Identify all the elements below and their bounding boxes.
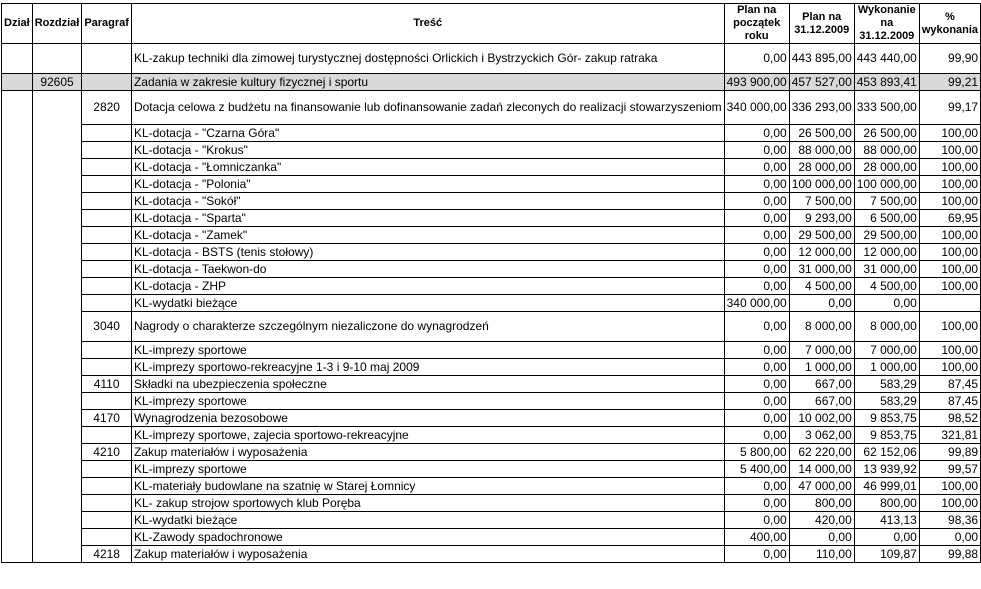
plan-start-cell: 0,00 [724,359,789,376]
wykonanie-cell: 62 152,06 [854,444,919,461]
procent-cell: 100,00 [919,342,980,359]
plan-end-cell: 420,00 [789,512,854,529]
tresc-cell: Zakup materiałów i wyposażenia [131,444,724,461]
tresc-cell: Dotacja celowa z budżetu na finansowanie lub dofinansowanie zadań zleconych do realizacji stowarzyszeniom [131,91,724,125]
table-row [2,227,981,244]
plan-end-cell: 26 500,00 [789,125,854,142]
paragraf-cell [82,176,132,193]
tresc-cell: KL-wydatki bieżące [131,512,724,529]
procent-cell: 87,45 [919,393,980,410]
procent-cell: 100,00 [919,125,980,142]
table-body [2,44,981,563]
plan-start-cell: 0,00 [724,159,789,176]
table-row [2,393,981,410]
paragraf-cell [82,125,132,142]
tresc-cell: KL-dotacja - "Czarna Góra" [131,125,724,142]
plan-start-cell: 0,00 [724,176,789,193]
wykonanie-cell: 29 500,00 [854,227,919,244]
paragraf-cell [82,359,132,376]
paragraf-cell: 3040 [82,312,132,342]
tresc-cell: KL-dotacja - "Polonia" [131,176,724,193]
table-row [2,210,981,227]
header-wykonanie: Wykonanie na 31.12.2009 [854,4,919,44]
table-row [2,91,981,125]
paragraf-cell [82,478,132,495]
header-tresc: Treść [131,4,724,44]
procent-cell: 0,00 [919,529,980,546]
plan-end-cell: 31 000,00 [789,261,854,278]
procent-cell: 100,00 [919,312,980,342]
tresc-cell: KL-zakup techniki dla zimowej turystycznej dostępności Orlickich i Bystrzyckich Gór- zakup ratraka [131,44,724,74]
wykonanie-cell: 46 999,01 [854,478,919,495]
dzial-cell [2,74,33,91]
plan-end-cell: 110,00 [789,546,854,563]
wykonanie-cell: 28 000,00 [854,159,919,176]
plan-end-cell: 800,00 [789,495,854,512]
plan-start-cell: 340 000,00 [724,295,789,312]
table-row [2,529,981,546]
procent-cell: 99,90 [919,44,980,74]
procent-cell: 100,00 [919,359,980,376]
procent-cell: 100,00 [919,261,980,278]
wykonanie-cell: 9 853,75 [854,410,919,427]
table-row [2,159,981,176]
paragraf-cell [82,342,132,359]
wykonanie-cell: 6 500,00 [854,210,919,227]
plan-end-cell: 7 000,00 [789,342,854,359]
plan-end-cell: 443 895,00 [789,44,854,74]
tresc-cell: Wynagrodzenia bezosobowe [131,410,724,427]
paragraf-cell: 2820 [82,91,132,125]
wykonanie-cell: 413,13 [854,512,919,529]
plan-end-cell: 28 000,00 [789,159,854,176]
tresc-cell: KL-Zawody spadochronowe [131,529,724,546]
table-row [2,312,981,342]
tresc-cell: KL-imprezy sportowe [131,461,724,478]
tresc-cell: KL-imprezy sportowo-rekreacyjne 1-3 i 9-10 maj 2009 [131,359,724,376]
plan-end-cell: 7 500,00 [789,193,854,210]
procent-cell: 99,21 [919,74,980,91]
header-plan-end: Plan na 31.12.2009 [789,4,854,44]
plan-start-cell: 0,00 [724,227,789,244]
plan-end-cell: 12 000,00 [789,244,854,261]
paragraf-cell [82,261,132,278]
procent-cell: 100,00 [919,159,980,176]
procent-cell: 100,00 [919,478,980,495]
wykonanie-cell: 1 000,00 [854,359,919,376]
plan-start-cell: 0,00 [724,125,789,142]
plan-start-cell: 0,00 [724,512,789,529]
tresc-cell: KL-imprezy sportowe, zajecia sportowo-rekreacyjne [131,427,724,444]
plan-start-cell: 0,00 [724,193,789,210]
procent-cell: 100,00 [919,176,980,193]
table-row [2,44,981,74]
wykonanie-cell: 31 000,00 [854,261,919,278]
procent-cell: 99,57 [919,461,980,478]
table-row [2,427,981,444]
header-plan-start: Plan na początek roku [724,4,789,44]
header-procent: % wykonania [919,4,980,44]
wykonanie-cell: 443 440,00 [854,44,919,74]
wykonanie-cell: 109,87 [854,546,919,563]
procent-cell: 100,00 [919,193,980,210]
table-row [2,546,981,563]
dzial-cell [2,91,33,563]
rozdzial-cell [32,91,82,563]
dzial-cell [2,44,33,74]
paragraf-cell [82,393,132,410]
paragraf-cell [82,461,132,478]
tresc-cell: KL-wydatki bieżące [131,295,724,312]
paragraf-cell [82,427,132,444]
table-row [2,444,981,461]
procent-cell: 98,36 [919,512,980,529]
paragraf-cell [82,44,132,74]
plan-end-cell: 62 220,00 [789,444,854,461]
wykonanie-cell: 9 853,75 [854,427,919,444]
table-row [2,410,981,427]
table-row [2,244,981,261]
plan-start-cell: 0,00 [724,427,789,444]
plan-start-cell: 0,00 [724,376,789,393]
tresc-cell: KL-dotacja - "Krokus" [131,142,724,159]
header-rozdzial: Rozdział [32,4,82,44]
tresc-cell: KL-imprezy sportowe [131,393,724,410]
paragraf-cell [82,142,132,159]
procent-cell: 100,00 [919,495,980,512]
procent-cell: 99,89 [919,444,980,461]
procent-cell: 100,00 [919,227,980,244]
tresc-cell: KL-dotacja - BSTS (tenis stołowy) [131,244,724,261]
table-row [2,295,981,312]
plan-end-cell: 0,00 [789,295,854,312]
paragraf-cell [82,278,132,295]
procent-cell: 87,45 [919,376,980,393]
paragraf-cell [82,495,132,512]
paragraf-cell [82,193,132,210]
wykonanie-cell: 453 893,41 [854,74,919,91]
table-row [2,193,981,210]
procent-cell: 100,00 [919,142,980,159]
plan-start-cell: 0,00 [724,278,789,295]
tresc-cell: KL-dotacja - "Sparta" [131,210,724,227]
paragraf-cell: 4170 [82,410,132,427]
procent-cell: 100,00 [919,278,980,295]
tresc-cell: Składki na ubezpieczenia społeczne [131,376,724,393]
wykonanie-cell: 0,00 [854,529,919,546]
procent-cell: 100,00 [919,244,980,261]
wykonanie-cell: 13 939,92 [854,461,919,478]
paragraf-cell [82,159,132,176]
plan-start-cell: 0,00 [724,261,789,278]
wykonanie-cell: 100 000,00 [854,176,919,193]
plan-end-cell: 88 000,00 [789,142,854,159]
table-row [2,461,981,478]
wykonanie-cell: 333 500,00 [854,91,919,125]
plan-end-cell: 4 500,00 [789,278,854,295]
paragraf-cell [82,74,132,91]
table-row [2,342,981,359]
plan-start-cell: 0,00 [724,244,789,261]
plan-start-cell: 0,00 [724,342,789,359]
procent-cell: 321,81 [919,427,980,444]
wykonanie-cell: 7 500,00 [854,193,919,210]
table-row [2,512,981,529]
paragraf-cell [82,295,132,312]
plan-end-cell: 10 002,00 [789,410,854,427]
table-row [2,125,981,142]
wykonanie-cell: 26 500,00 [854,125,919,142]
table-row [2,495,981,512]
paragraf-cell [82,244,132,261]
tresc-cell: KL- zakup strojow sportowych klub Poręba [131,495,724,512]
plan-start-cell: 400,00 [724,529,789,546]
table-row [2,74,981,91]
table-row [2,261,981,278]
table-row [2,376,981,393]
procent-cell: 99,17 [919,91,980,125]
wykonanie-cell: 583,29 [854,393,919,410]
plan-start-cell: 493 900,00 [724,74,789,91]
plan-start-cell: 0,00 [724,44,789,74]
tresc-cell: KL-imprezy sportowe [131,342,724,359]
paragraf-cell [82,227,132,244]
plan-end-cell: 3 062,00 [789,427,854,444]
table-row [2,142,981,159]
tresc-cell: KL-materiały budowlane na szatnię w Starej Łomnicy [131,478,724,495]
rozdzial-cell [32,44,82,74]
procent-cell: 98,52 [919,410,980,427]
rozdzial-cell: 92605 [32,74,82,91]
plan-start-cell: 5 400,00 [724,461,789,478]
procent-cell [919,295,980,312]
wykonanie-cell: 800,00 [854,495,919,512]
table-row [2,176,981,193]
plan-start-cell: 340 000,00 [724,91,789,125]
plan-end-cell: 47 000,00 [789,478,854,495]
tresc-cell: KL-dotacja - "Łomniczanka" [131,159,724,176]
plan-end-cell: 667,00 [789,393,854,410]
plan-end-cell: 0,00 [789,529,854,546]
plan-end-cell: 29 500,00 [789,227,854,244]
tresc-cell: KL-dotacja - "Zamek" [131,227,724,244]
procent-cell: 99,88 [919,546,980,563]
wykonanie-cell: 88 000,00 [854,142,919,159]
wykonanie-cell: 4 500,00 [854,278,919,295]
paragraf-cell [82,529,132,546]
tresc-cell: KL-dotacja - ZHP [131,278,724,295]
tresc-cell: KL-dotacja - "Sokół" [131,193,724,210]
plan-start-cell: 0,00 [724,410,789,427]
paragraf-cell: 4218 [82,546,132,563]
paragraf-cell: 4110 [82,376,132,393]
plan-start-cell: 0,00 [724,210,789,227]
plan-end-cell: 336 293,00 [789,91,854,125]
tresc-cell: KL-dotacja - Taekwon-do [131,261,724,278]
header-row [2,4,981,44]
table-row [2,478,981,495]
wykonanie-cell: 7 000,00 [854,342,919,359]
wykonanie-cell: 0,00 [854,295,919,312]
plan-end-cell: 14 000,00 [789,461,854,478]
plan-end-cell: 457 527,00 [789,74,854,91]
table-row [2,359,981,376]
plan-end-cell: 1 000,00 [789,359,854,376]
plan-start-cell: 0,00 [724,312,789,342]
table-row [2,278,981,295]
plan-start-cell: 0,00 [724,142,789,159]
budget-table [1,3,981,563]
tresc-cell: Nagrody o charakterze szczególnym niezaliczone do wynagrodzeń [131,312,724,342]
header-paragraf: Paragraf [82,4,132,44]
wykonanie-cell: 12 000,00 [854,244,919,261]
paragraf-cell: 4210 [82,444,132,461]
header-dzial: Dział [2,4,33,44]
paragraf-cell [82,210,132,227]
plan-start-cell: 0,00 [724,495,789,512]
wykonanie-cell: 8 000,00 [854,312,919,342]
plan-start-cell: 0,00 [724,546,789,563]
plan-start-cell: 0,00 [724,393,789,410]
plan-start-cell: 0,00 [724,478,789,495]
plan-start-cell: 5 800,00 [724,444,789,461]
plan-end-cell: 9 293,00 [789,210,854,227]
plan-end-cell: 8 000,00 [789,312,854,342]
paragraf-cell [82,512,132,529]
plan-end-cell: 667,00 [789,376,854,393]
wykonanie-cell: 583,29 [854,376,919,393]
plan-end-cell: 100 000,00 [789,176,854,193]
tresc-cell: Zakup materiałów i wyposażenia [131,546,724,563]
tresc-cell: Zadania w zakresie kultury fizycznej i sportu [131,74,724,91]
procent-cell: 69,95 [919,210,980,227]
